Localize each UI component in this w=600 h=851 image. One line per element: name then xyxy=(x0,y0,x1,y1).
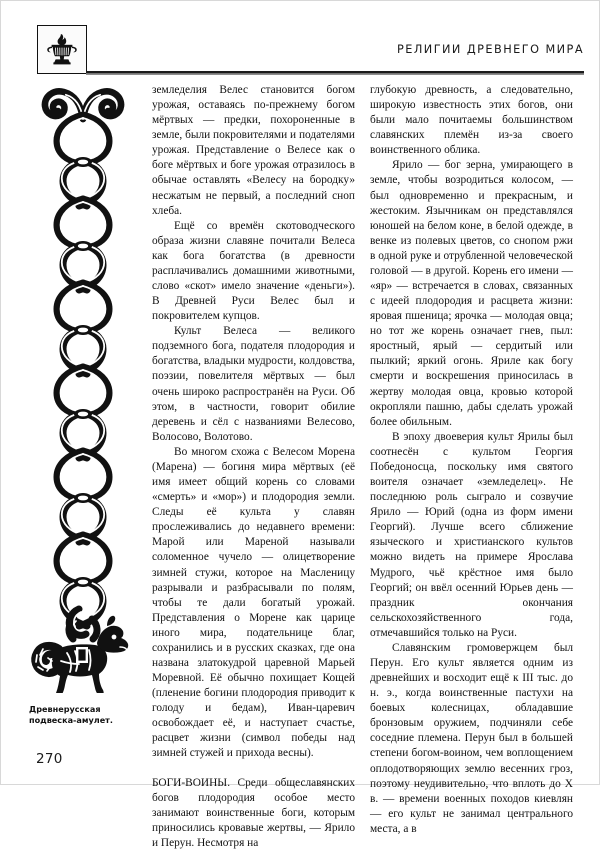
page-title: РЕЛИГИИ ДРЕВНЕГО МИРА xyxy=(397,43,584,56)
paragraph: Славянским громовержцем был Перун. Его культ является одним из древнейших и восходит ещё к III тыс. до н. э., когда воинственные пастухи на боевых колесницах, обладавшие бронзовым оружием, подчиняли себе соседние племена. Перун был в большей степени богом-воином, чем воплощением оплодотворяющих землю весенних гроз, поэтому неудивительно, что вплоть до X в. — времени военных походов киевлян — его культ не занимал центрального места, а в xyxy=(370,641,573,837)
header-divider-rule xyxy=(86,71,584,75)
paragraph-section-boginy-voiny: БОГИ-ВОИНЫ. Среди общеславянских богов плодородия особое место занимают воинственные боги, которым приносились кровавые жертвы, — Ярило и Перун. Несмотря на xyxy=(152,776,355,851)
paragraph: Ещё со времён скотоводческого образа жизни славяне почитали Велеса как бога богатства (в древности расплачивались домашними животными, слово «скот» имело значение «деньги»). В Древней Руси Велес был и покровителем купцов. xyxy=(152,219,355,325)
paragraph: глубокую древность, а следовательно, широкую известность этих богов, они были мало почитаемы большинством славянских племён из-за своего воинственного облика. xyxy=(370,83,573,158)
body-column-left xyxy=(152,83,355,851)
figure-caption xyxy=(29,704,147,727)
body-column-right xyxy=(370,83,573,837)
flaming-urn-icon xyxy=(42,30,82,70)
paragraph: Во многом схожа с Велесом Морена (Марена) — богиня мира мёртвых (её имя имеет общий корень со словами «смерть» и «мор») и плодородия земли. Следы её культа у славян прослеживались до недавнего времени: Марой или Мареной называли соломенное чучело — олицетворение зимней стужи, которое на Масленицу разрывали и разбрасывали по полям, чтобы те дали богатый урожай. Представления о Морене как царице иного мира, подательнице благ, сохранились и в русских сказках, где она названа златокудрой царевной Марьей Моревной. Её обычно похищает Кощей (пленение богини плодородия приводит к голоду и бедам), Иван-царевич освобождает её, и наступает счастье, расцвет жизни (символ победы над зимней стужей и прихода весны). xyxy=(152,445,355,762)
figure-caption-line-2: подвеска-амулет. xyxy=(29,715,113,725)
figure-caption-line-1: Древнерусская xyxy=(29,704,101,714)
page-number: 270 xyxy=(36,751,63,767)
paragraph: В эпоху двоеверия культ Ярилы был соотнесён с культом Георгия Победоносца, поскольку имя святого воителя означает «земледелец». Не последнюю роль сыграло и созвучие Ярило — Юрий (одна из форм имени Георгий). Лучше всего сближение языческого и христианского культов можно видеть на примере Ярослава Мудрого, чьё крёстное имя было Георгий; он ввёл осенний Юрьев день — праздник окончания сельскохозяйственного года, отмечавшийся только на Руси. xyxy=(370,430,573,641)
paragraph: Ярило — бог зерна, умирающего в земле, чтобы возродиться колосом, — был одновременно и прекрасным, и жестоким. Язычникам он представлялся юношей на белом коне, в белой одежде, в венке из полевых цветов, со снопом ржи в одной руке и отрубленной человеческой головой — в другой. Корень его имени — «яр» — встречается в словах, связанных с идеей плодородия и расцвета жизни: яровая пшеница; ярочка — молодая овца; но тот же корень означает гнев, пыл: яростный, ярый — сердитый или пылкий; яркий огонь. Яриле как богу смерти и воскрешения приносилась в жертву молодая овца, кровью которой окропляли пашню, дабы сделать урожай более обильным. xyxy=(370,158,573,429)
chain-pendant-horse-amulet-illustration xyxy=(19,83,147,693)
flaming-urn-emblem xyxy=(37,25,87,74)
paragraph: Культ Велеса — великого подземного бога, подателя плодородия и богатства, владыки мудрости, колдовства, поэзии, повелителя мёртвых — был очень широко распространён на Руси. Об этом, в частности, говорит обилие деревень и сёл с названиями Велесово, Волосово, Волотово. xyxy=(152,324,355,445)
paragraph: земледелия Велес становится богом урожая, оставаясь по-прежнему богом мёртвых — предки, похороненные в земле, были покровителями и подателями урожая. Представление о Велесе как о боге мёртвых и боге урожая отразилось в обычае оставлять «Велесу на бородку» несжатым не первый, а последний сноп хлеба. xyxy=(152,83,355,219)
running-header xyxy=(1,23,600,71)
